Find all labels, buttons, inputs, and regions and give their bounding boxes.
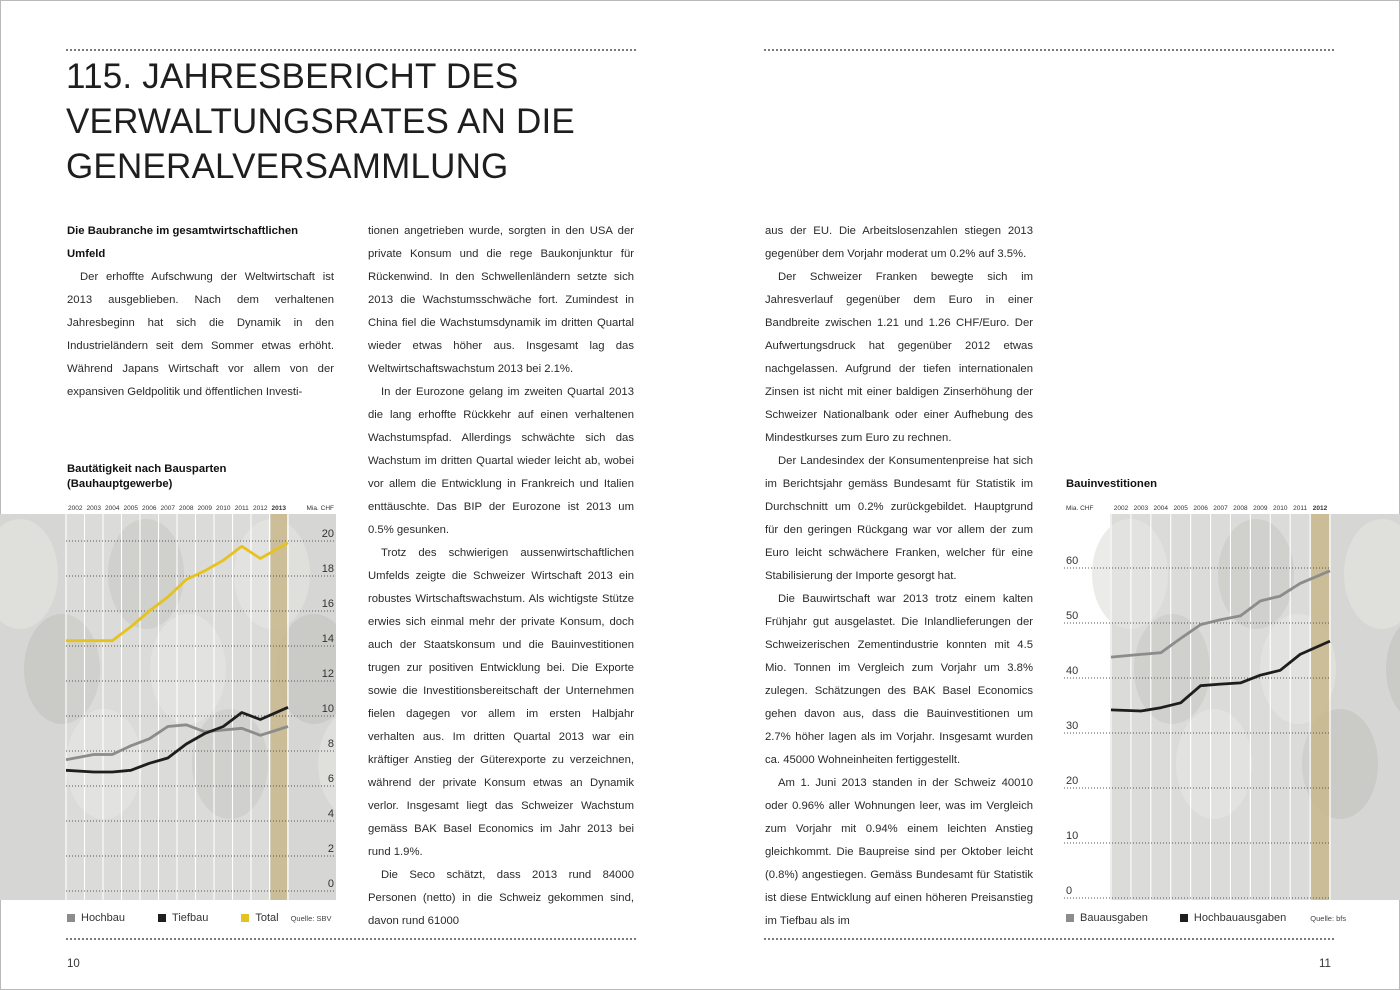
year-column	[178, 514, 195, 900]
chart-title-line: (Bauhauptgewerbe)	[67, 478, 173, 490]
x-tick-label: 2003	[86, 505, 101, 512]
paragraph: Die Bauwirtschaft war 2013 trotz einem kalten Frühjahr gut ausgelastet. Die Inlandlieferungen der Schweizerischen Zementindustrie konnten mit 4.5 Mio. Tonnen im Vergleich zum Vorjahr um 3.8% zulegen. Schätzungen des BAK Basel Economics gehen davon aus, dass die Bauinvestitionen um 2.7% höher lagen als im Vorjahr. Insgesamt wurden ca. 45000 Wohneinheiten fertiggestellt.	[765, 593, 1033, 766]
y-tick-label: 50	[1066, 610, 1079, 622]
y-tick-label: 10	[1066, 830, 1079, 842]
y-tick-label: 2	[327, 843, 334, 855]
chart-bautaetigkeit	[0, 500, 336, 900]
year-column	[1192, 514, 1210, 900]
page-number-right: 11	[1319, 958, 1331, 970]
year-column	[67, 514, 84, 900]
x-tick-label: 2005	[1173, 505, 1188, 512]
paragraph: Der erhoffte Aufschwung der Weltwirtschaft ist 2013 ausgeblieben. Nach dem verhaltenen Jahresbeginn hat sich die Dynamik in den Industrieländern seit dem Sommer etwas erhöht. Während Japans Wirtschaft vor allem von der expansiven Geldpolitik und öffentlichen Investi-	[67, 271, 334, 398]
y-tick-label: 10	[321, 703, 334, 715]
y-tick-label: 30	[1066, 720, 1079, 732]
chart-title-line: Bautätigkeit nach Bausparten	[67, 463, 227, 475]
legend-label: Hochbau	[81, 912, 126, 924]
x-tick-label: 2007	[160, 505, 175, 512]
year-column	[160, 514, 177, 900]
x-tick-label: 2012	[1312, 505, 1328, 512]
year-column	[86, 514, 103, 900]
year-column	[1271, 514, 1289, 900]
x-tick-label: 2004	[1153, 505, 1169, 512]
year-column	[123, 514, 140, 900]
year-column	[141, 514, 158, 900]
year-column	[252, 514, 269, 900]
y-tick-label: 60	[1066, 555, 1079, 567]
year-column	[104, 514, 121, 900]
y-tick-label: 0	[327, 878, 334, 890]
year-column	[1132, 514, 1150, 900]
year-column-highlight	[271, 514, 288, 900]
bottom-rule-left	[66, 938, 636, 940]
year-column	[234, 514, 251, 900]
legend-swatch	[1066, 914, 1074, 922]
y-tick-label: 18	[321, 563, 334, 575]
page-title	[66, 54, 666, 189]
section-heading: Die Baubranche im gesamtwirtschaftlichen Umfeld	[67, 225, 299, 260]
x-tick-label: 2011	[1293, 505, 1308, 512]
y-tick-label: 20	[1066, 775, 1079, 787]
legend-swatch	[241, 914, 249, 922]
y-tick-label: 4	[327, 808, 334, 820]
legend-item	[241, 912, 278, 924]
x-tick-label: 2009	[197, 505, 212, 512]
chart-source: Quelle: bfs	[1310, 913, 1347, 923]
year-column	[1212, 514, 1230, 900]
x-tick-label: 2009	[1253, 505, 1268, 512]
paragraph: Die Seco schätzt, dass 2013 rund 84000 Personen (netto) in die Schweiz gekommen sind, davon rund 61000	[368, 869, 634, 927]
legend-chart-1	[67, 912, 331, 924]
x-tick-label: 2006	[142, 505, 157, 512]
y-tick-label: 8	[327, 738, 334, 750]
chart-title-bauinvestitionen: Bauinvestitionen	[1066, 478, 1158, 490]
x-tick-label: 2003	[1133, 505, 1149, 512]
x-tick-label: 2010	[216, 505, 231, 512]
x-tick-label: 2008	[179, 505, 194, 512]
x-tick-label: 2007	[1213, 505, 1228, 512]
x-tick-label: 2011	[234, 505, 249, 512]
year-column	[1291, 514, 1309, 900]
x-tick-label: 2002	[1113, 505, 1129, 512]
legend-item	[67, 912, 125, 924]
chart-title-bautaetigkeit	[67, 462, 226, 492]
legend-label: Tiefbau	[172, 912, 209, 924]
legend-swatch	[158, 914, 166, 922]
y-tick-label: 12	[321, 668, 334, 680]
paragraph: Der Schweizer Franken bewegte sich im Jahresverlauf gegenüber dem Euro in einer Bandbreite zwischen 1.21 und 1.26 CHF/Euro. Der Aufwertungsdruck hat gegenüber 2012 etwas nachgelassen. Aufgrund der tiefen internationalen Zinsen ist nicht mit einer baldigen Zinserhöhung der Schweizer Nationalbank oder einer Aufhebung des Mindestkurses zum Euro zu rechnen.	[765, 271, 1033, 444]
chart-bauinvestitionen	[1064, 500, 1400, 900]
year-column	[215, 514, 232, 900]
legend-item	[1180, 912, 1286, 924]
y-tick-label: 16	[321, 598, 334, 610]
legend-chart-2	[1066, 912, 1346, 924]
x-tick-label: 2005	[123, 505, 138, 512]
year-column	[1251, 514, 1269, 900]
paragraph: Trotz des schwierigen aussenwirtschaftlichen Umfelds zeigte die Schweizer Wirtschaft 2013 ein robustes Wirtschaftswachstum. Als wichtigste Stütze erwies sich einmal mehr der private Konsum, doch auch der Staatskonsum und die Bauinvestitionen trugen zur positiven Entwicklung bei. Die Exporte sowie die Investitionsbereitschaft der Unternehmen fielen dagegen vor allem im ersten Halbjahr verhalten aus. Im dritten Quartal 2013 war ein kräftiger Anstieg der Güterexporte zu verzeichnen, während der private Konsum etwas an Dynamik verlor. Insgesamt liegt das Schweizer Wachstum gemäss BAK Basel Economics im Jahr 2013 bei rund 1.9%.	[368, 547, 634, 858]
y-tick-label: 6	[327, 773, 334, 785]
paragraph: In der Eurozone gelang im zweiten Quartal 2013 die lang erhoffte Rückkehr auf einen verhaltenen Wachstumspfad. Allerdings schwächte sich das Wachstum im dritten Quartal wieder leicht ab, wobei vor allem die Entwicklung in Frankreich und Italien enttäuschte. Das BIP der Eurozone ist 2013 um 0.5% gesunken.	[368, 386, 634, 536]
y-tick-label: 40	[1066, 665, 1079, 677]
year-column	[1231, 514, 1249, 900]
page-number-left: 10	[67, 958, 80, 970]
legend-swatch	[67, 914, 75, 922]
year-column	[1172, 514, 1190, 900]
paragraph: Der Landesindex der Konsumentenpreise hat sich im Berichtsjahr gemäss Bundesamt für Statistik im Durchschnitt um 0.2% zurückgebildet. Hauptgrund für den geringen Rückgang war vor allem der zum Euro leicht schwächere Franken, welcher für eine Stabilisierung der Importe gesorgt hat.	[765, 455, 1033, 582]
legend-label: Total	[255, 912, 279, 924]
paragraph: aus der EU. Die Arbeitslosenzahlen stiegen 2013 gegenüber dem Vorjahr moderat um 0.2% auf 3.5%.	[765, 225, 1033, 260]
legend-item	[1066, 912, 1148, 924]
y-tick-label: 14	[321, 633, 334, 645]
title-line: GENERALVERSAMMLUNG	[66, 147, 509, 186]
year-column	[1112, 514, 1130, 900]
legend-swatch	[1180, 914, 1188, 922]
paragraph: tionen angetrieben wurde, sorgten in den USA der private Konsum und die rege Baukonjunktur für Rückenwind. In den Schwellenländern setzte sich 2013 die Wachstumsschwäche fort. Zumindest in China fiel die Wachstumsdynamik im dritten Quartal wieder etwas höher aus. Insgesamt lag das Weltwirtschaftswachstum 2013 bei 2.1%.	[368, 225, 634, 375]
x-tick-label: 2006	[1193, 505, 1208, 512]
bottom-rule-right	[764, 938, 1334, 940]
text-column-2	[368, 220, 634, 933]
unit-label: Mia. CHF	[306, 505, 334, 512]
title-line: 115. JAHRESBERICHT DES	[66, 57, 519, 96]
y-tick-label: 20	[321, 528, 334, 540]
x-tick-label: 2010	[1272, 505, 1288, 512]
text-column-1	[67, 220, 334, 404]
top-rule-right	[764, 49, 1334, 51]
x-tick-label: 2012	[253, 505, 268, 512]
paragraph: Am 1. Juni 2013 standen in der Schweiz 40010 oder 0.96% aller Wohnungen leer, was im Vergleich zum Vorjahr mit 0.94% einem leichten Anstieg gleichkommt. Die Baupreise sind per Oktober leicht (0.8%) angestiegen. Gemäss Bundesamt für Statistik ist diese Entwicklung auf einen höheren Preisanstieg im Tiefbau als im	[765, 777, 1033, 927]
x-tick-label: 2013	[271, 505, 286, 512]
legend-item	[158, 912, 208, 924]
x-tick-label: 2008	[1233, 505, 1248, 512]
legend-label: Hochbauausgaben	[1193, 912, 1287, 924]
text-column-3	[765, 220, 1033, 933]
y-tick-label: 0	[1066, 885, 1073, 897]
top-rule-left	[66, 49, 636, 51]
x-tick-label: 2002	[68, 505, 83, 512]
x-tick-label: 2004	[105, 505, 120, 512]
chart-source: Quelle: SBV	[290, 913, 332, 923]
unit-label: Mia. CHF	[1066, 505, 1094, 512]
title-line: VERWALTUNGSRATES AN DIE	[66, 102, 575, 141]
legend-label: Bauausgaben	[1080, 912, 1148, 924]
